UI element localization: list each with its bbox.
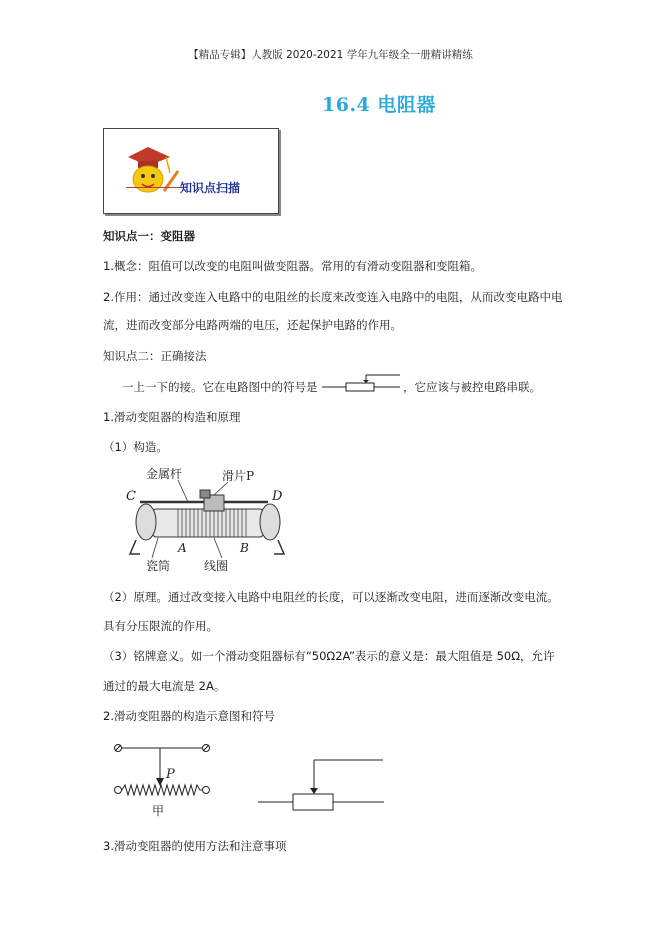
label-B: B (240, 541, 249, 555)
label-coil: 线圈 (204, 559, 229, 573)
label-rod: 金属杆 (146, 467, 183, 481)
label-D: D (272, 489, 283, 504)
badge-underline (126, 187, 182, 188)
knowledge-badge (103, 128, 279, 214)
label-P: P (166, 767, 175, 782)
k1-heading: 知识点一：变阻器 (103, 229, 195, 243)
p7b: 通过的最大电流是 2A。 (103, 679, 226, 693)
badge-label: 知识点扫描 (180, 181, 241, 195)
p5: （1）构造。 (103, 440, 168, 454)
p2b: 流，进而改变部分电路两端的电压，还起保护电路的作用。 (103, 318, 402, 332)
p3b: ，它应该与被控电路串联。 (403, 380, 541, 394)
p2a: 2.作用：通过改变连入电路中的电阻丝的长度来改变连入电路中的电阻，从而改变电路中电 (103, 290, 563, 304)
p8: 2.滑动变阻器的构造示意图和符号 (103, 709, 275, 723)
p4: 1.滑动变阻器的构造和原理 (103, 410, 241, 424)
p6a: （2）原理。通过改变接入电路中电阻丝的长度，可以逐渐改变电阻，进而逐渐改变电流。 (103, 590, 559, 604)
k2-heading: 知识点二：正确接法 (103, 349, 207, 363)
label-tube: 瓷筒 (146, 559, 171, 573)
p3a: 一上一下的接。它在电路图中的符号是 (122, 380, 318, 394)
caption-jia: 甲 (152, 804, 165, 818)
page-title: 16.4 电阻器 (322, 94, 436, 116)
page-header: 【精品专辑】人教版 2020-2021 学年九年级全一册精讲精练 (188, 49, 473, 61)
label-slider: 滑片P (222, 469, 255, 483)
label-C: C (126, 489, 136, 504)
p6b: 具有分压限流的作用。 (103, 619, 218, 633)
p9: 3.滑动变阻器的使用方法和注意事项 (103, 839, 287, 853)
rheostat-schematic (108, 738, 218, 820)
mascot-icon (118, 135, 198, 215)
rheostat-symbol (322, 372, 402, 394)
p7a: （3）铭牌意义。如一个滑动变阻器标有“50Ω2A”表示的意义是：最大阻值是 50Ω，允许 (103, 649, 555, 663)
label-A: A (178, 541, 187, 555)
p1: 1.概念：阻值可以改变的电阻叫做变阻器。常用的有滑动变阻器和变阻箱。 (103, 259, 482, 273)
rheostat-figure (118, 462, 298, 574)
rheostat-symbol-large (258, 756, 388, 812)
